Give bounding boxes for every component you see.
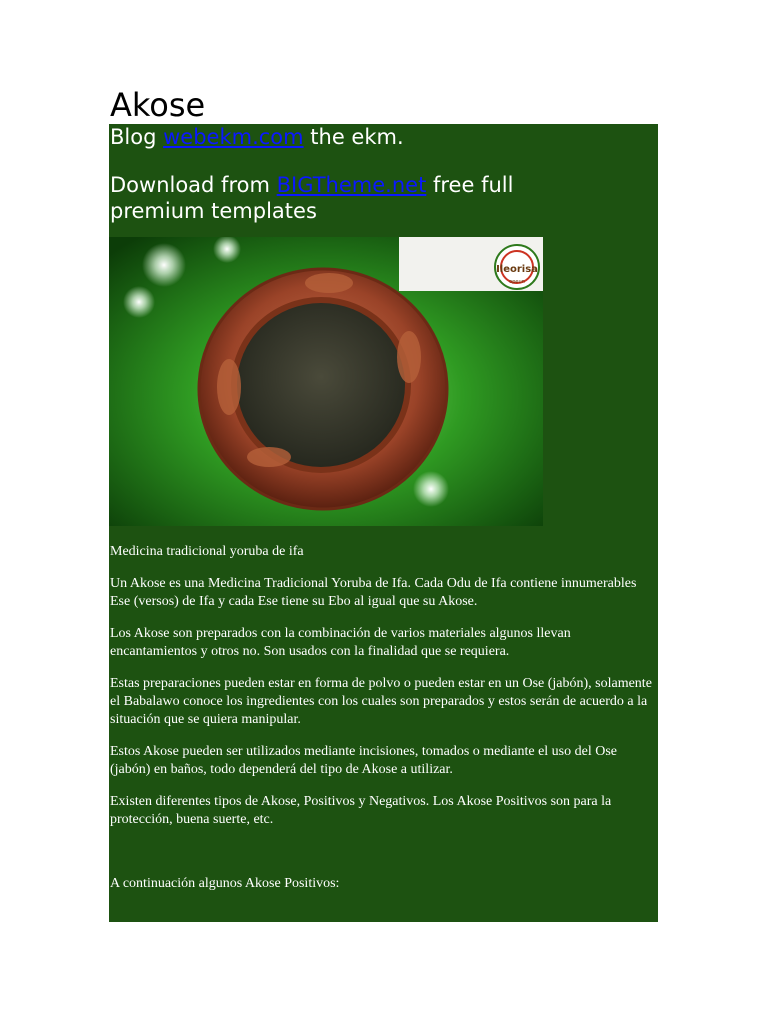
blog-line bbox=[110, 124, 404, 150]
page-title: Akose bbox=[110, 86, 206, 124]
paragraph-3: Los Akose son preparados con la combinación de varios materiales algunos llevan encantamientos y otros no. Son usados con la finalidad que se requiera. bbox=[110, 626, 571, 659]
blog-suffix: the ekm. bbox=[303, 125, 404, 149]
download-line-2: premium templates bbox=[110, 199, 317, 223]
download-prefix: Download from bbox=[110, 173, 277, 197]
blog-link[interactable]: webekm.com bbox=[163, 125, 304, 149]
paragraph-1: Medicina tradicional yoruba de ifa bbox=[110, 544, 304, 559]
akose-photo bbox=[109, 237, 543, 526]
logo-subtext: opeun bbox=[509, 279, 525, 285]
paragraph-6: Existen diferentes tipos de Akose, Positivos y Negativos. Los Akose Positivos son para la protección, buena suerte, etc. bbox=[110, 794, 612, 827]
download-link[interactable]: BIGTheme.net bbox=[276, 173, 427, 197]
akose-bowl-image bbox=[109, 237, 543, 526]
logo-text: Ileorisa bbox=[496, 264, 538, 275]
blog-prefix: Blog bbox=[110, 125, 164, 149]
paragraph-7: A continuación algunos Akose Positivos: bbox=[110, 876, 340, 891]
paragraph-2: Un Akose es una Medicina Tradicional Yoruba de Ifa. Cada Odu de Ifa contiene innumerables Ese (versos) de Ifa y cada Ese tiene su Ebo al igual que su Akose. bbox=[110, 576, 637, 609]
download-line bbox=[110, 172, 513, 198]
paragraph-4: Estas preparaciones pueden estar en forma de polvo o pueden estar en un Ose (jabón), solamente el Babalawo conoce los ingredientes con los cuales son preparados y estos serán de acuerdo a la situación que se quiera manipular. bbox=[110, 676, 652, 727]
download-suffix: free full bbox=[426, 173, 514, 197]
paragraph-5: Estos Akose pueden ser utilizados mediante incisiones, tomados o mediante el uso del Ose (jabón) en baños, todo dependerá del tipo de Akose a utilizar. bbox=[110, 744, 618, 777]
